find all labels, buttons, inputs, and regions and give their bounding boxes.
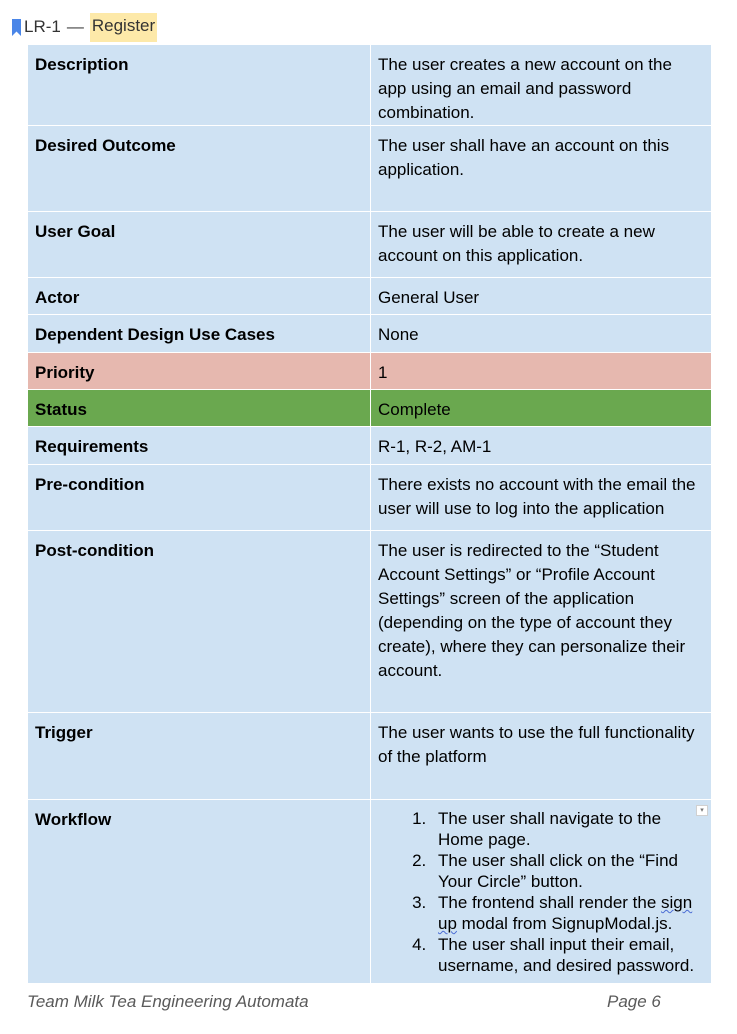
row-workflow — [28, 800, 712, 984]
priority-label: Priority — [28, 353, 371, 390]
description-value: The user creates a new account on the app using an email and password combination. — [371, 45, 712, 126]
pre-condition-label: Pre-condition — [28, 465, 371, 531]
status-label: Status — [28, 390, 371, 427]
row-trigger — [28, 713, 712, 800]
cell-options-icon[interactable]: ▾ — [696, 805, 708, 816]
post-condition-label: Post-condition — [28, 531, 371, 713]
description-label: Description — [28, 45, 371, 126]
row-pre-condition — [28, 465, 712, 531]
spellcheck-flagged-word[interactable]: up — [438, 914, 457, 933]
priority-value: 1 — [371, 353, 712, 390]
user-goal-value: The user will be able to create a new account on this application. — [371, 212, 712, 278]
spellcheck-flagged-word[interactable]: sign — [661, 893, 693, 912]
heading-id: LR-1 — [24, 17, 61, 36]
actor-value: General User — [371, 278, 712, 315]
trigger-label: Trigger — [28, 713, 371, 800]
workflow-step: 4. The user shall input their email, username, and desired password. — [431, 934, 704, 976]
workflow-step: 2. The user shall click on the “Find Your Circle” button. — [431, 850, 704, 892]
workflow-step: 1. The user shall navigate to the Home page. — [431, 808, 704, 850]
desired-outcome-label: Desired Outcome — [28, 126, 371, 212]
workflow-list — [378, 808, 704, 976]
actor-label: Actor — [28, 278, 371, 315]
footer-page-number: Page 6 — [607, 992, 661, 1011]
row-post-condition — [28, 531, 712, 713]
row-user-goal — [28, 212, 712, 278]
workflow-cell — [371, 800, 712, 984]
section-heading — [12, 12, 157, 42]
post-condition-value: The user is redirected to the “Student Account Settings” or “Profile Account Settings” screen of the application (depending on the type of account they create), where they can personalize their account. — [371, 531, 712, 713]
dependent-use-cases-value: None — [371, 315, 712, 353]
status-value: Complete — [371, 390, 712, 427]
user-goal-label: User Goal — [28, 212, 371, 278]
row-actor — [28, 278, 712, 315]
requirements-label: Requirements — [28, 427, 371, 465]
trigger-value: The user wants to use the full functionality of the platform — [371, 713, 712, 800]
requirements-value: R-1, R-2, AM-1 — [371, 427, 712, 465]
desired-outcome-value: The user shall have an account on this application. — [371, 126, 712, 212]
workflow-label: Workflow — [28, 800, 371, 984]
heading-title: Register — [90, 13, 157, 42]
footer-team: Team Milk Tea Engineering Automata — [27, 992, 309, 1011]
pre-condition-value: There exists no account with the email the user will use to log into the application — [371, 465, 712, 531]
row-priority — [28, 353, 712, 390]
dependent-use-cases-label: Dependent Design Use Cases — [28, 315, 371, 353]
row-dependent-use-cases — [28, 315, 712, 353]
row-description — [28, 45, 712, 126]
workflow-step — [431, 892, 704, 934]
row-status — [28, 390, 712, 427]
row-requirements — [28, 427, 712, 465]
workflow-step-text: The frontend shall render the — [438, 893, 662, 912]
use-case-table — [27, 44, 712, 984]
workflow-step-text: modal from SignupModal.js. — [456, 914, 673, 933]
bookmark-icon[interactable] — [12, 19, 21, 36]
heading-separator: — — [66, 17, 84, 36]
row-desired-outcome — [28, 126, 712, 212]
